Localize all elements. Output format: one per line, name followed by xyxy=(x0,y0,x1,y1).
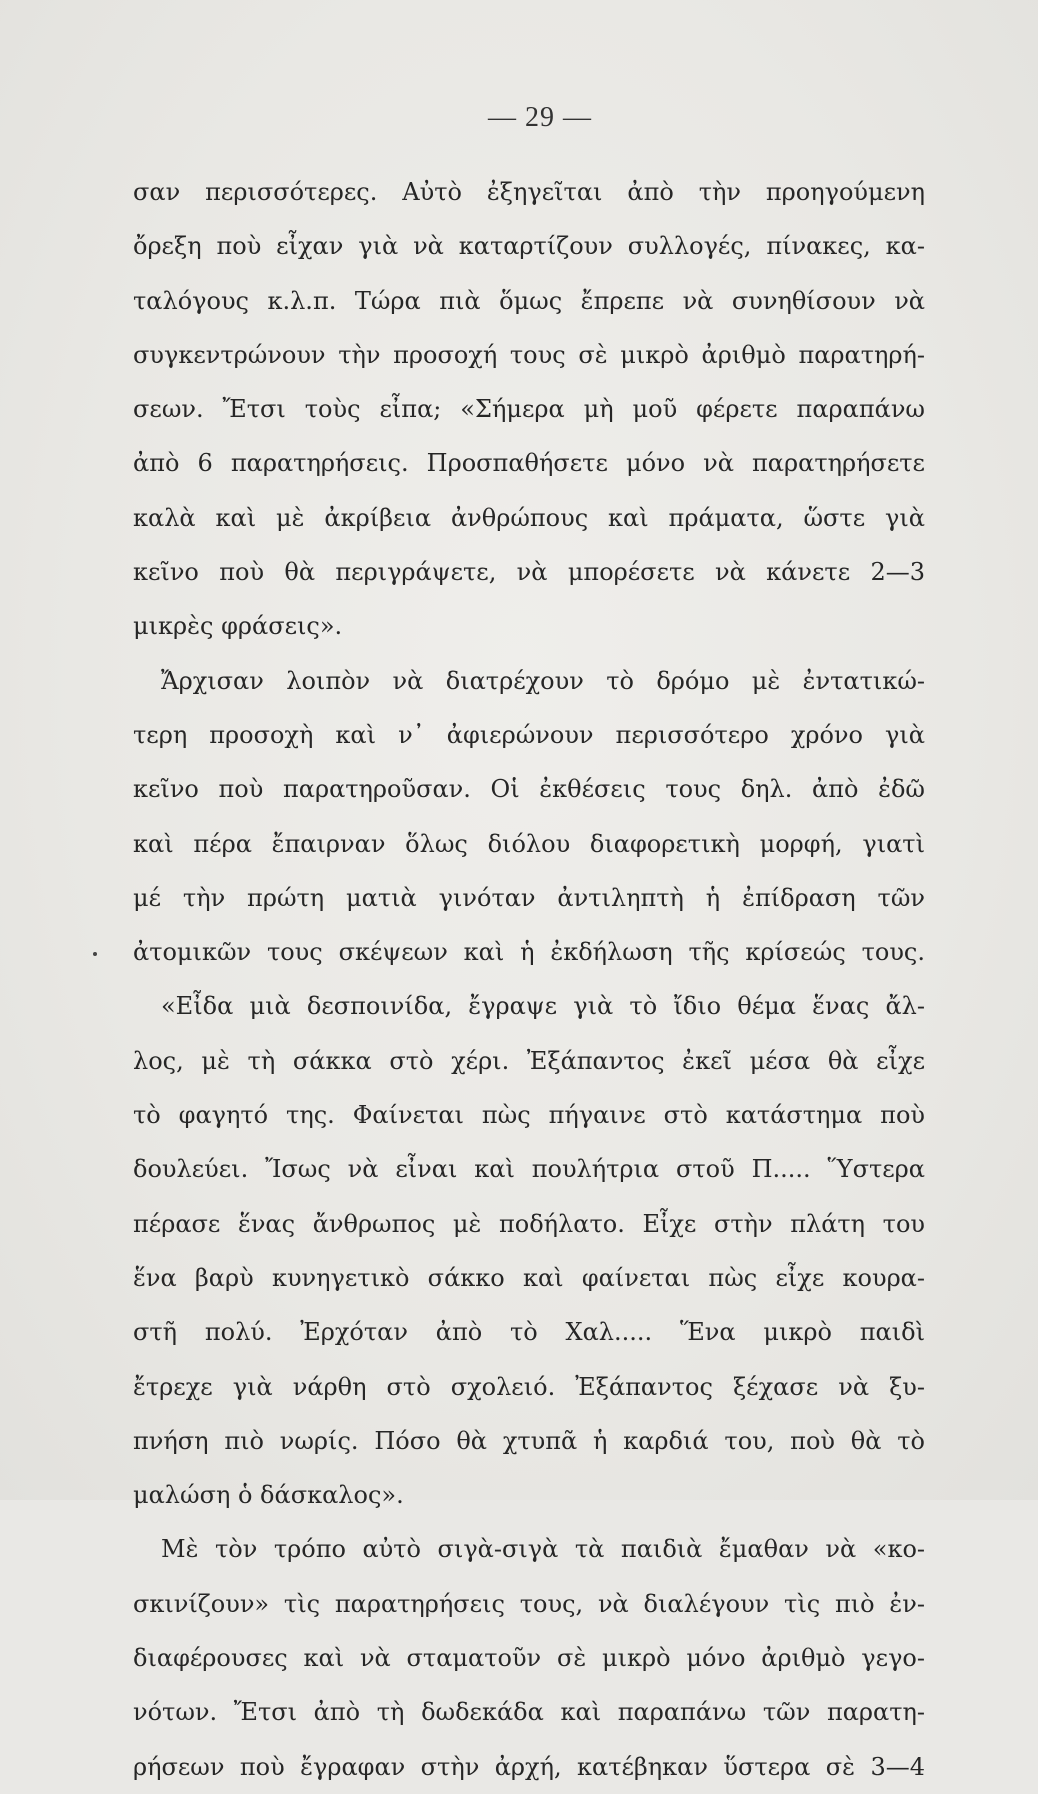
text-line: μέ τὴν πρώτη ματιὰ γινόταν ἀντιληπτὴ ἡ ἐπίδραση τῶν xyxy=(133,883,925,912)
text-line: ἀπὸ 6 παρατηρήσεις. Προσπαθήσετε μόνο νὰ παρατηρήσετε xyxy=(133,449,925,478)
page-number: — 29 — xyxy=(488,102,592,133)
text-line: καὶ πέρα ἔπαιρναν ὅλως διόλου διαφορετικὴ μορφή, γιατὶ xyxy=(133,829,925,858)
text-line: ἀτομικῶν τους σκέψεων καὶ ἡ ἐκδήλωση τῆς κρίσεώς τους. xyxy=(133,925,925,979)
text-line: σεων. Ἔτσι τοὺς εἶπα; «Σήμερα μὴ μοῦ φέρετε παραπάνω xyxy=(133,395,925,424)
body-text xyxy=(133,165,925,1794)
text-line: δουλεύει. Ἴσως νὰ εἶναι καὶ πουλήτρια στοῦ Π..... Ὕστερα xyxy=(133,1155,925,1184)
text-line: ρήσεων ποὺ ἔγραφαν στὴν ἀρχή, κατέβηκαν ὕστερα σὲ 3—4 xyxy=(133,1752,925,1781)
text-line: λος, μὲ τὴ σάκκα στὸ χέρι. Ἐξάπαντος ἐκεῖ μέσα θὰ εἶχε xyxy=(133,1046,925,1075)
text-line: Μὲ τὸν τρόπο αὐτὸ σιγὰ-σιγὰ τὰ παιδιὰ ἔμαθαν νὰ «κο- xyxy=(161,1535,925,1564)
text-line: καλὰ καὶ μὲ ἀκρίβεια ἀνθρώπους καὶ πράματα, ὥστε γιὰ xyxy=(133,503,925,532)
text-line: στῆ πολύ. Ἐρχόταν ἀπὸ τὸ Χαλ..... Ἕνα μικρὸ παιδὶ xyxy=(133,1318,925,1347)
text-line: συγκεντρώνουν τὴν προσοχή τους σὲ μικρὸ ἀριθμὸ παρατηρή- xyxy=(133,340,925,369)
text-line: ἕνα βαρὺ κυνηγετικὸ σάκκο καὶ φαίνεται πὼς εἶχε κουρα- xyxy=(133,1263,925,1292)
text-line: τερη προσοχὴ καὶ ν᾽ ἀφιερώνουν περισσότερο χρόνο γιὰ xyxy=(133,720,925,749)
text-line: κεῖνο ποὺ θὰ περιγράψετε, νὰ μπορέσετε νὰ κάνετε 2—3 xyxy=(133,558,925,587)
text-line: Ἄρχισαν λοιπὸν νὰ διατρέχουν τὸ δρόμο μὲ ἐντατικώ- xyxy=(161,666,925,695)
text-line: σαν περισσότερες. Αὐτὸ ἐξηγεῖται ἀπὸ τὴν προηγούμενη xyxy=(133,178,925,206)
text-line: νότων. Ἔτσι ἀπὸ τὴ δωδεκάδα καὶ παραπάνω τῶν παρατη- xyxy=(133,1698,925,1727)
text-line: τὸ φαγητό της. Φαίνεται πὼς πήγαινε στὸ κατάστημα ποὺ xyxy=(133,1101,925,1130)
text-line: πέρασε ἕνας ἄνθρωπος μὲ ποδήλατο. Εἶχε στὴν πλάτη του xyxy=(133,1209,925,1238)
text-line: ταλόγους κ.λ.π. Τώρα πιὰ ὅμως ἔπρεπε νὰ συνηθίσουν νὰ xyxy=(133,286,925,315)
text-line: ὄρεξη ποὺ εἶχαν γιὰ νὰ καταρτίζουν συλλογές, πίνακες, κα- xyxy=(133,232,925,261)
text-line: διαφέρουσες καὶ νὰ σταματοῦν σὲ μικρὸ μόνο ἀριθμὸ γεγο- xyxy=(133,1644,925,1673)
text-line: κεῖνο ποὺ παρατηροῦσαν. Οἱ ἐκθέσεις τους δηλ. ἀπὸ ἐδῶ xyxy=(133,775,925,804)
text-line: σκινίζουν» τὶς παρατηρήσεις τους, νὰ διαλέγουν τὶς πιὸ ἐν- xyxy=(133,1589,925,1618)
text-line: μικρὲς φράσεις». xyxy=(133,612,343,641)
text-line: ἔτρεχε γιὰ νάρθη στὸ σχολειό. Ἐξάπαντος ξέχασε νὰ ξυ- xyxy=(133,1372,925,1401)
text-line: πνήση πιὸ νωρίς. Πόσο θὰ χτυπᾶ ἡ καρδιά του, ποὺ θὰ τὸ xyxy=(133,1426,925,1455)
text-line: μαλώση ὁ δάσκαλος». xyxy=(133,1481,404,1510)
text-line: «Εἶδα μιὰ δεσποινίδα, ἔγραψε γιὰ τὸ ἴδιο θέμα ἕνας ἄλ- xyxy=(161,992,925,1021)
